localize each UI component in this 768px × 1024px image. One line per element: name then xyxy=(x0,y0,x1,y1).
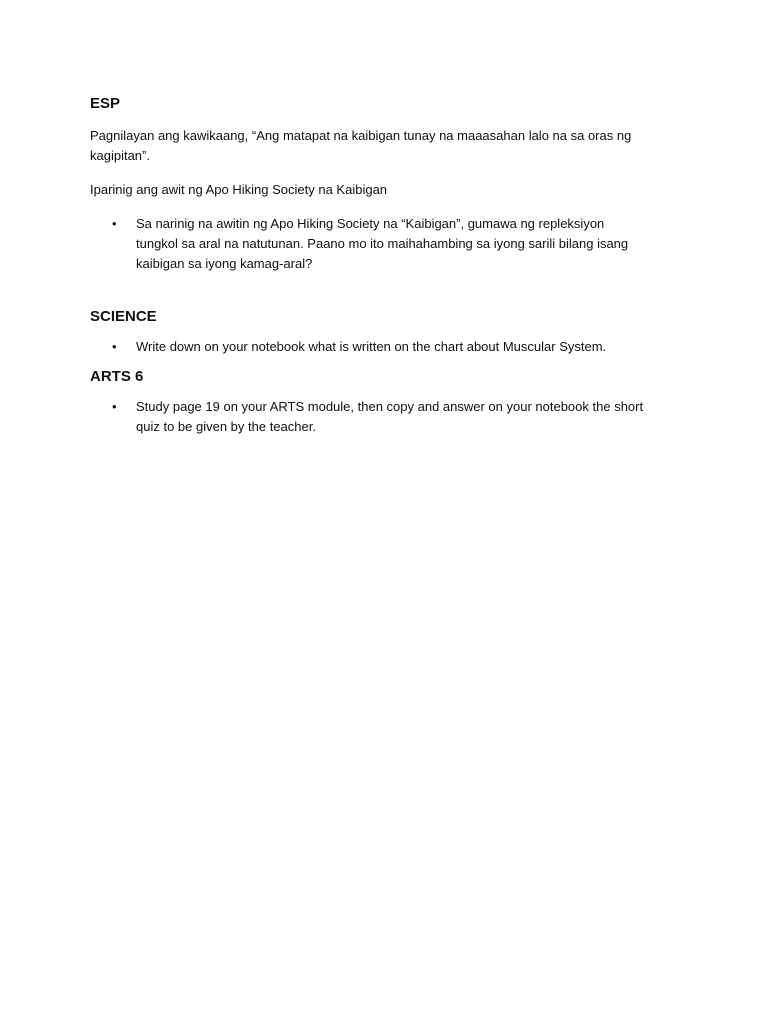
bullet-marker: • xyxy=(112,216,117,231)
arts-section xyxy=(90,367,690,437)
science-section xyxy=(90,307,690,357)
esp-bullet-line1: Sa narinig na awitin ng Apo Hiking Society na “Kaibigan”, gumawa ng repleksiyon xyxy=(136,216,605,231)
esp-paragraph-proverb-line2: kagipitan”. xyxy=(90,148,150,163)
arts-bullet-line1: Study page 19 on your ARTS module, then copy and answer on your notebook the short xyxy=(136,399,644,414)
science-heading: SCIENCE xyxy=(90,308,157,325)
esp-paragraph-proverb xyxy=(90,126,690,166)
esp-bullet-line2: tungkol sa aral na natutunan. Paano mo ito maihahambing sa iyong sarili bilang isang xyxy=(136,236,629,251)
document-content xyxy=(90,94,690,437)
bullet-marker: • xyxy=(112,399,117,414)
bullet-marker: • xyxy=(112,339,117,354)
arts-heading: ARTS 6 xyxy=(90,368,144,385)
science-bullet-text: Write down on your notebook what is written on the chart about Muscular System. xyxy=(136,339,607,354)
esp-paragraph-song: Iparinig ang awit ng Apo Hiking Society na Kaibigan xyxy=(90,182,388,197)
esp-heading: ESP xyxy=(90,95,121,112)
arts-bullet-list xyxy=(90,397,690,437)
esp-bullet-list xyxy=(90,214,690,274)
science-bullet-list xyxy=(90,337,690,357)
esp-paragraph-proverb-line1: Pagnilayan ang kawikaang, “Ang matapat na kaibigan tunay na maaasahan lalo na sa oras ng xyxy=(90,128,632,143)
esp-section xyxy=(90,94,690,274)
esp-bullet-item xyxy=(90,214,690,274)
arts-bullet-item xyxy=(90,397,690,437)
esp-bullet-line3: kaibigan sa iyong kamag-aral? xyxy=(136,256,313,271)
arts-bullet-line2: quiz to be given by the teacher. xyxy=(136,419,316,434)
science-bullet-item xyxy=(90,337,690,357)
